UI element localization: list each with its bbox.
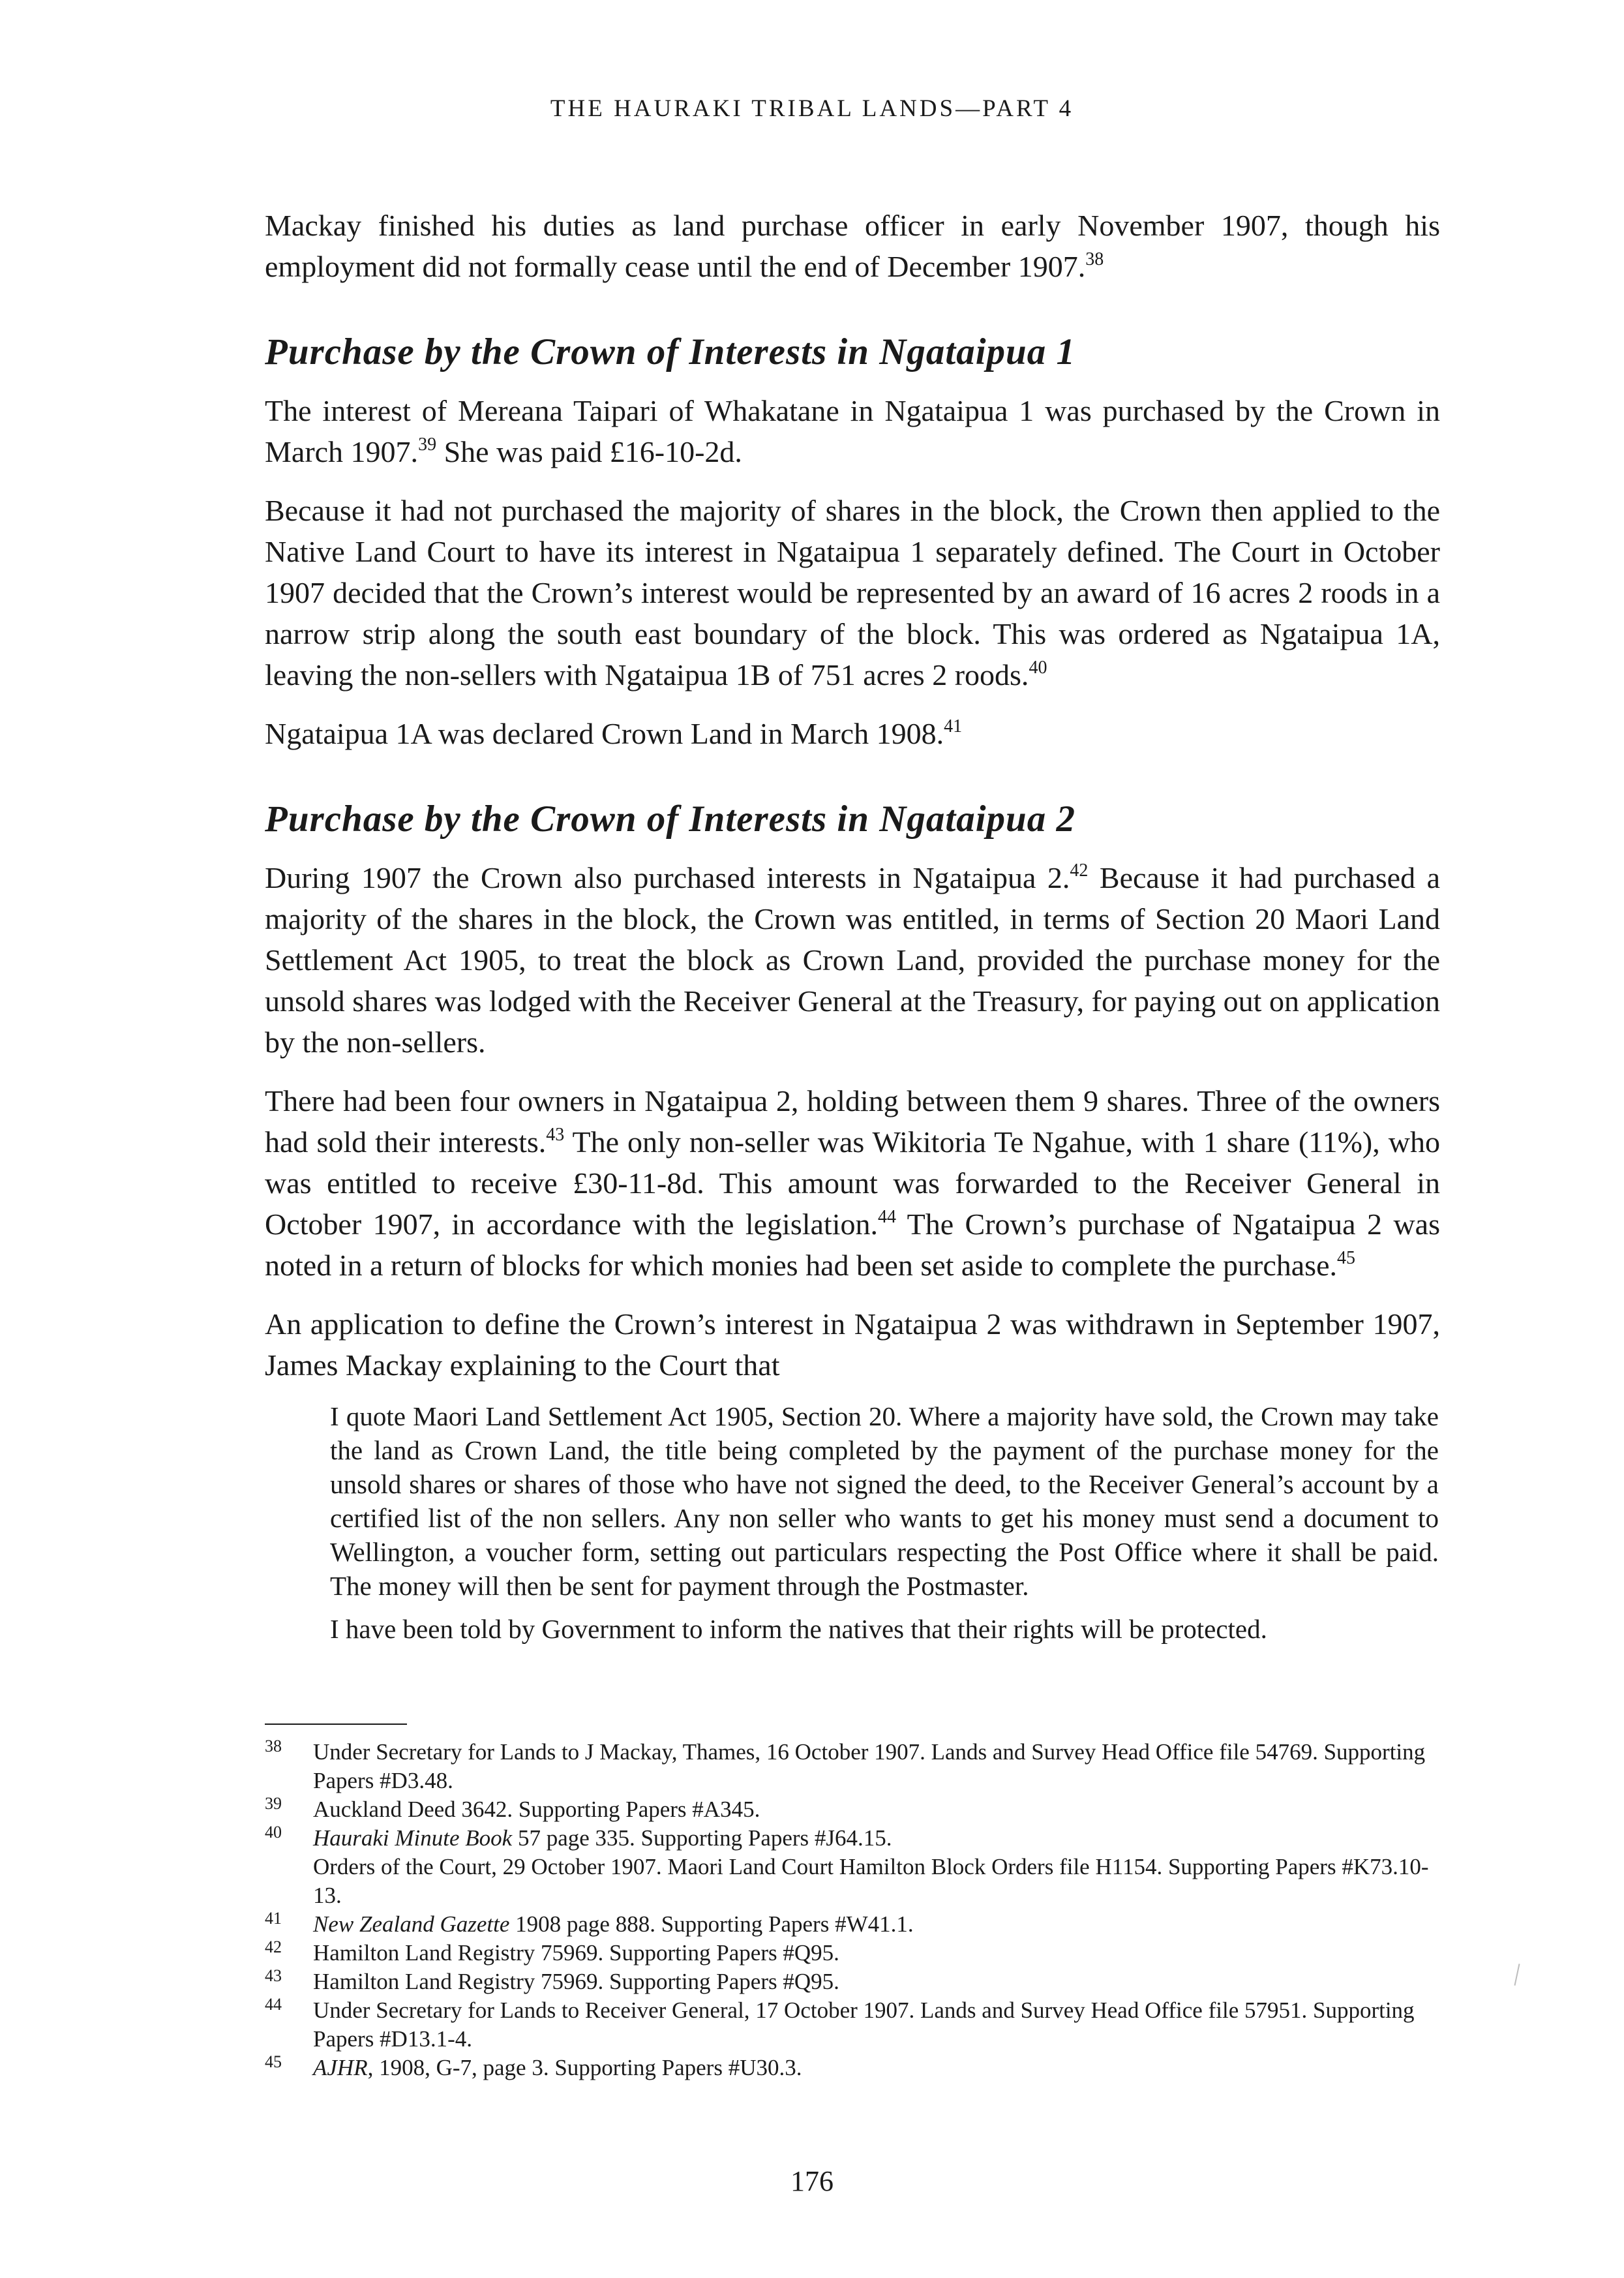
- block-quote: [330, 1399, 1439, 1646]
- footnote-38: [265, 1738, 1445, 1795]
- section2-paragraph-1: [265, 857, 1440, 1063]
- section1-paragraph-2: [265, 490, 1440, 695]
- footnote-42: [265, 1939, 1445, 1967]
- footnote-number: 44: [265, 1995, 282, 2014]
- section1-p1-text-b: She was paid £16-10-2d.: [436, 435, 742, 468]
- section2-p3-text: An application to define the Crown’s interest in Ngataipua 2 was withdrawn in September 1907, James Mackay explaining to the Court that: [265, 1307, 1440, 1382]
- section2-p2-text-b: The only non-seller was Wikitoria Te Ngahue, with 1 share (11%), who was entitled to receive £30-11-8d. This amount was forwarded to the Receiver General in October 1907, in accordance with the legislation.: [265, 1125, 1440, 1241]
- section2-paragraph-3: [265, 1303, 1440, 1386]
- footnote-text: 57 page 335. Supporting Papers #J64.15.: [512, 1825, 892, 1851]
- footnote-40: [265, 1824, 1445, 1910]
- footnote-number: 38: [265, 1737, 282, 1755]
- section2-p2-text-c: The Crown’s purchase of Ngataipua 2 was noted in a return of blocks for which monies had been set aside to complete the purchase.: [265, 1207, 1440, 1282]
- section2-p2-text-a: There had been four owners in Ngataipua 2, holding between them 9 shares. Three of the owners had sold their interests.: [265, 1084, 1440, 1159]
- section1-p2-text: Because it had not purchased the majority of shares in the block, the Crown then applied to the Native Land Court to have its interest in Ngataipua 1 separately defined. The Court in October 1907 decided that the Crown’s interest would be represented by an award of 16 acres 2 roods in a narrow strip along the south east boundary of the block. This was ordered as Ngataipua 1A, leaving the non-sellers with Ngataipua 1B of 751 acres 2 roods.: [265, 494, 1440, 691]
- section1-p1-text-a: The interest of Mereana Taipari of Whakatane in Ngataipua 1 was purchased by the Crown in March 1907.: [265, 394, 1440, 468]
- footnote-44: [265, 1996, 1445, 2054]
- footnote-ref-43[interactable]: 43: [546, 1125, 565, 1145]
- section1-paragraph-1: [265, 390, 1440, 472]
- page-number: 176: [790, 2165, 834, 2197]
- running-head: THE HAURAKI TRIBAL LANDS—PART 4: [550, 95, 1074, 122]
- section-heading-ngataipua-1: Purchase by the Crown of Interests in Ngataipua 1: [265, 331, 1075, 372]
- footnote-ref-44[interactable]: 44: [878, 1207, 896, 1227]
- intro-paragraph: [265, 205, 1440, 287]
- footnote-source-title: New Zealand Gazette: [313, 1911, 510, 1937]
- footnote-number: 42: [265, 1937, 282, 1956]
- footnote-ref-38[interactable]: 38: [1085, 249, 1104, 269]
- footnote-43: [265, 1967, 1445, 1996]
- section1-p3-text: Ngataipua 1A was declared Crown Land in March 1908.: [265, 717, 944, 750]
- footnote-divider: [265, 1724, 407, 1725]
- footnote-number: 43: [265, 1966, 282, 1985]
- section2-paragraph-2: [265, 1080, 1440, 1286]
- quote-paragraph-2: I have been told by Government to inform the natives that their rights will be protected.: [330, 1614, 1267, 1644]
- footnote-45: [265, 2054, 1445, 2082]
- section2-p1-text-a: During 1907 the Crown also purchased interests in Ngataipua 2.: [265, 861, 1070, 894]
- body-text: [265, 205, 1440, 1655]
- footnote-source-title: AJHR: [313, 2055, 368, 2080]
- footnote-ref-41[interactable]: 41: [944, 716, 963, 737]
- section2-p1-text-b: Because it had purchased a majority of the shares in the block, the Crown was entitled, in terms of Section 20 Maori Land Settlement Act 1905, to treat the block as Crown Land, provided the purchase money for the unsold shares was lodged with the Receiver General at the Treasury, for paying out on application by the non-sellers.: [265, 861, 1440, 1059]
- footnote-ref-39[interactable]: 39: [418, 434, 437, 455]
- footnote-text: Under Secretary for Lands to Receiver General, 17 October 1907. Lands and Survey Head Office file 57951. Supporting Papers #D13.1-4.: [313, 1997, 1415, 2052]
- footnote-number: 45: [265, 2052, 282, 2071]
- footnote-number: 39: [265, 1794, 282, 1813]
- footnote-text: 1908 page 888. Supporting Papers #W41.1.: [509, 1911, 914, 1937]
- footnote-ref-45[interactable]: 45: [1336, 1248, 1355, 1268]
- section1-paragraph-3: [265, 713, 1440, 754]
- footnote-39: [265, 1795, 1445, 1824]
- footnote-text: Hamilton Land Registry 75969. Supporting Papers #Q95.: [313, 1969, 839, 1994]
- footnote-text: , 1908, G-7, page 3. Supporting Papers #U30.3.: [367, 2055, 802, 2080]
- footnote-number: 40: [265, 1823, 282, 1842]
- footnote-number: 41: [265, 1909, 282, 1928]
- footnote-source-title: Hauraki Minute Book: [313, 1825, 513, 1851]
- section-heading-ngataipua-2: Purchase by the Crown of Interests in Ngataipua 2: [265, 798, 1075, 840]
- footnote-text: Under Secretary for Lands to J Mackay, Thames, 16 October 1907. Lands and Survey Head Office file 54769. Supporting Papers #D3.48.: [313, 1739, 1426, 1793]
- footnote-text-continued: Orders of the Court, 29 October 1907. Maori Land Court Hamilton Block Orders file H1154. Supporting Papers #K73.10-13.: [313, 1854, 1429, 1908]
- scan-mark: [1514, 1964, 1520, 1986]
- footnotes: [265, 1738, 1445, 2082]
- footnote-ref-40[interactable]: 40: [1029, 658, 1047, 678]
- intro-text: Mackay finished his duties as land purchase officer in early November 1907, though his employment did not formally cease until the end of December 1907.: [265, 209, 1440, 283]
- quote-paragraph-1: I quote Maori Land Settlement Act 1905, Section 20. Where a majority have sold, the Crown may take the land as Crown Land, the title being completed by the payment of the purchase money for the unsold shares or shares of those who have not signed the deed, to the Receiver General’s account by a certified list of the non sellers. Any non seller who wants to get his money must send a document to Wellington, a voucher form, setting out particulars respecting the Post Office where it shall be paid. The money will then be sent for payment through the Postmaster.: [330, 1401, 1439, 1601]
- footnote-text: Auckland Deed 3642. Supporting Papers #A345.: [313, 1797, 760, 1822]
- footnote-ref-42[interactable]: 42: [1070, 860, 1089, 881]
- footnote-text: Hamilton Land Registry 75969. Supporting Papers #Q95.: [313, 1940, 839, 1966]
- footnote-41: [265, 1910, 1445, 1939]
